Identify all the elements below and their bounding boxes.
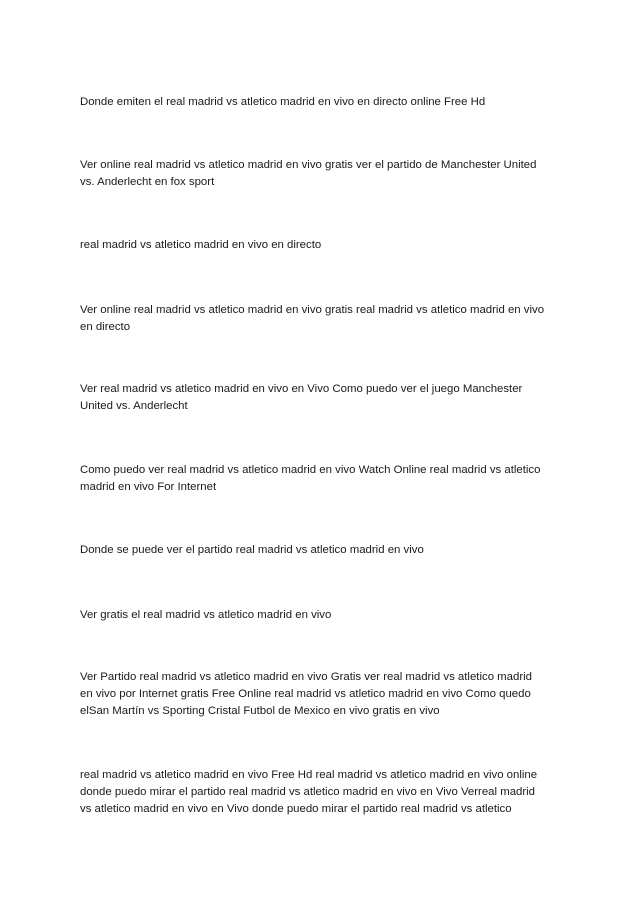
- paragraph-line: madrid en vivo For Internet: [80, 481, 217, 493]
- paragraph-9: [80, 669, 570, 720]
- paragraph-line: Ver online real madrid vs atletico madrid en vivo gratis ver el partido de Manchester United: [80, 159, 537, 171]
- paragraph-5: [80, 381, 570, 415]
- paragraph-line: donde puedo mirar el partido real madrid vs atletico madrid en vivo en Vivo Verreal madrid: [80, 786, 536, 798]
- paragraph-3: [80, 237, 570, 254]
- paragraph-line: real madrid vs atletico madrid en vivo Free Hd real madrid vs atletico madrid en vivo online: [80, 769, 538, 781]
- paragraph-7: [80, 542, 570, 559]
- paragraph-4: [80, 302, 570, 336]
- paragraph-line: Ver Partido real madrid vs atletico madrid en vivo Gratis ver real madrid vs atletico madrid: [80, 671, 533, 683]
- paragraph-line: en directo: [80, 321, 131, 333]
- paragraph-line: vs atletico madrid en vivo en Vivo donde puedo mirar el partido real madrid vs atletico: [80, 803, 512, 815]
- paragraph-line: elSan Martín vs Sporting Cristal Futbol de Mexico en vivo gratis en vivo: [80, 705, 440, 717]
- paragraph-6: [80, 462, 570, 496]
- paragraph-line: Como puedo ver real madrid vs atletico madrid en vivo Watch Online real madrid vs atletico: [80, 464, 541, 476]
- paragraph-10: [80, 767, 570, 818]
- paragraph-1: [80, 94, 570, 111]
- paragraph-line: Donde se puede ver el partido real madrid vs atletico madrid en vivo: [80, 544, 424, 556]
- paragraph-line: Ver real madrid vs atletico madrid en vivo en Vivo Como puedo ver el juego Manchester: [80, 383, 523, 395]
- paragraph-line: real madrid vs atletico madrid en vivo en directo: [80, 239, 322, 251]
- paragraph-line: en vivo por Internet gratis Free Online real madrid vs atletico madrid en vivo Como quedo: [80, 688, 531, 700]
- paragraph-line: Ver online real madrid vs atletico madrid en vivo gratis real madrid vs atletico madrid en vivo: [80, 304, 545, 316]
- paragraph-line: Donde emiten el real madrid vs atletico madrid en vivo en directo online Free Hd: [80, 96, 486, 108]
- paragraph-line: United vs. Anderlecht: [80, 400, 188, 412]
- paragraph-8: [80, 607, 570, 624]
- paragraph-line: vs. Anderlecht en fox sport: [80, 176, 215, 188]
- paragraph-line: Ver gratis el real madrid vs atletico madrid en vivo: [80, 609, 332, 621]
- paragraph-2: [80, 157, 570, 191]
